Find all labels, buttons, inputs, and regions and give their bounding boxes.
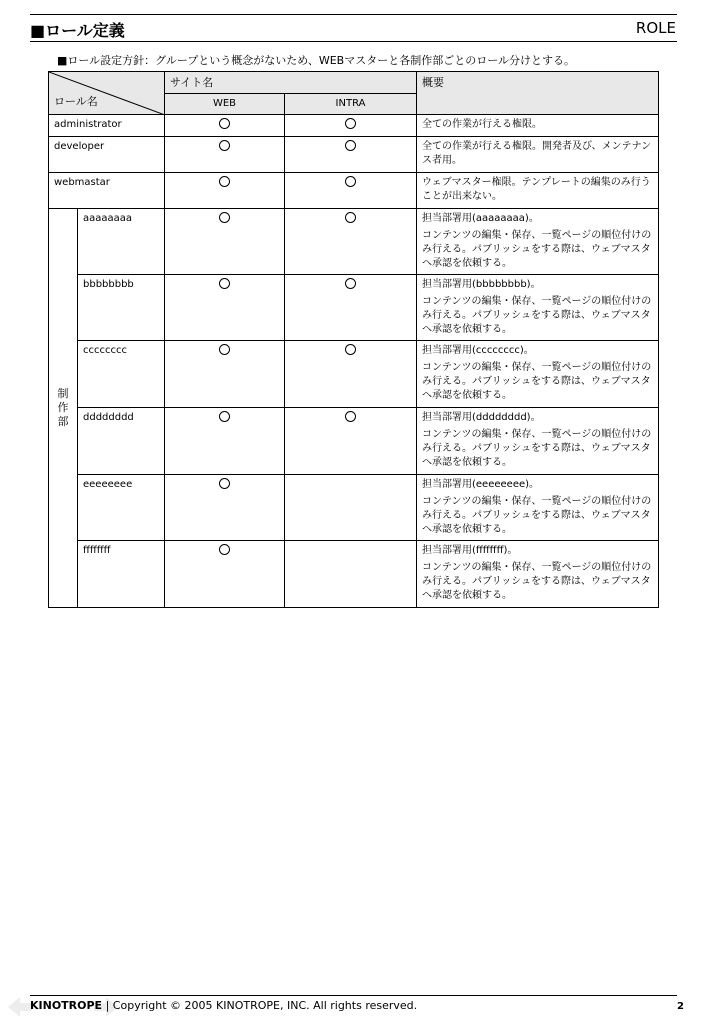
role-table [48,71,659,608]
check-cell [285,173,417,209]
role-name: ffffffff [78,541,165,608]
circle-mark-icon [345,212,356,223]
page-title-english: ROLE [635,19,676,37]
top-rule [30,14,677,15]
title-underline [30,41,677,42]
group-label: 制作部 [57,387,69,428]
summary-text: 担当部署用(aaaaaaaa)。 [422,213,539,224]
check-cell [285,408,417,475]
footer-separator: | [105,999,110,1012]
summary-text: コンテンツの編集・保存、一覧ページの順位付けのみ行える。パブリッシュをする際は、ウェブマスタへ承認を依頼する。 [422,230,652,269]
check-cell [285,275,417,341]
group-label-cell [49,209,78,608]
empty-cell [285,541,417,608]
role-name: administrator [49,115,165,137]
check-cell [285,341,417,408]
check-cell [165,209,285,275]
role-name: cccccccc [78,341,165,408]
check-cell [285,137,417,173]
summary-text: 全ての作業が行える権限。開発者及び、メンテナンス者用。 [422,141,652,166]
summary-cell [417,408,659,475]
summary-cell [417,475,659,541]
table-row [49,541,659,608]
role-name: developer [49,137,165,173]
prev-arrow-icon [8,997,32,1017]
web-header: WEB [165,94,285,115]
check-cell [165,173,285,209]
check-cell [165,541,285,608]
circle-mark-icon [219,176,230,187]
page-title: ■ロール定義 [30,21,125,40]
role-name: webmastar [49,173,165,209]
check-cell [165,341,285,408]
summary-text: コンテンツの編集・保存、一覧ページの順位付けのみ行える。パブリッシュをする際は、ウェブマスタへ承認を依頼する。 [422,496,652,535]
circle-mark-icon [219,344,230,355]
check-cell [165,408,285,475]
page-number: 2 [677,1001,684,1012]
summary-text: コンテンツの編集・保存、一覧ページの順位付けのみ行える。パブリッシュをする際は、ウェブマスタへ承認を依頼する。 [422,296,652,335]
table-row [49,209,659,275]
role-name: aaaaaaaa [78,209,165,275]
check-cell [285,209,417,275]
role-name: bbbbbbbb [78,275,165,341]
footer [30,999,417,1012]
summary-text: 担当部署用(cccccccc)。 [422,345,534,356]
summary-text: 担当部署用(eeeeeeee)。 [422,479,540,490]
circle-mark-icon [219,411,230,422]
check-cell [285,115,417,137]
circle-mark-icon [345,140,356,151]
site-header: サイト名 [165,72,417,94]
table-row [49,173,659,209]
summary-text: 全ての作業が行える権限。 [422,119,542,130]
role-name: eeeeeeee [78,475,165,541]
circle-mark-icon [219,140,230,151]
summary-cell [417,137,659,173]
circle-mark-icon [219,118,230,129]
summary-cell [417,541,659,608]
circle-mark-icon [345,411,356,422]
circle-mark-icon [345,344,356,355]
table-row [49,408,659,475]
corner-label: ロール名 [54,95,98,108]
corner-header [49,72,165,115]
summary-text: ウェブマスター権限。テンプレートの編集のみ行うことが出来ない。 [422,177,651,202]
check-cell [165,115,285,137]
footer-copyright: Copyright © 2005 KINOTROPE, INC. All rights reserved. [112,999,418,1012]
policy-text: ■ロール設定方針：グループという概念がないため、WEBマスターと各制作部ごとのロール分けとする。 [57,54,576,67]
role-name: dddddddd [78,408,165,475]
footer-brand: KINOTROPE [30,999,103,1012]
summary-text: コンテンツの編集・保存、一覧ページの順位付けのみ行える。パブリッシュをする際は、ウェブマスタへ承認を依頼する。 [422,362,652,401]
summary-cell [417,275,659,341]
empty-cell [285,475,417,541]
table-row [49,475,659,541]
check-cell [165,475,285,541]
summary-text: 担当部署用(ffffffff)。 [422,545,518,556]
summary-text: 担当部署用(bbbbbbbb)。 [422,279,541,290]
summary-text: コンテンツの編集・保存、一覧ページの順位付けのみ行える。パブリッシュをする際は、ウェブマスタへ承認を依頼する。 [422,429,652,468]
circle-mark-icon [219,544,230,555]
summary-cell [417,173,659,209]
circle-mark-icon [345,176,356,187]
table-row [49,275,659,341]
circle-mark-icon [345,278,356,289]
circle-mark-icon [345,118,356,129]
circle-mark-icon [219,478,230,489]
table-row [49,341,659,408]
summary-text: 担当部署用(dddddddd)。 [422,412,541,423]
check-cell [165,275,285,341]
summary-text: コンテンツの編集・保存、一覧ページの順位付けのみ行える。パブリッシュをする際は、ウェブマスタへ承認を依頼する。 [422,562,652,601]
circle-mark-icon [219,278,230,289]
circle-mark-icon [219,212,230,223]
summary-cell [417,115,659,137]
intra-header: INTRA [285,94,417,115]
summary-cell [417,341,659,408]
footer-rule [30,995,677,996]
summary-header: 概要 [417,72,659,115]
check-cell [165,137,285,173]
summary-cell [417,209,659,275]
table-row [49,137,659,173]
table-row [49,115,659,137]
